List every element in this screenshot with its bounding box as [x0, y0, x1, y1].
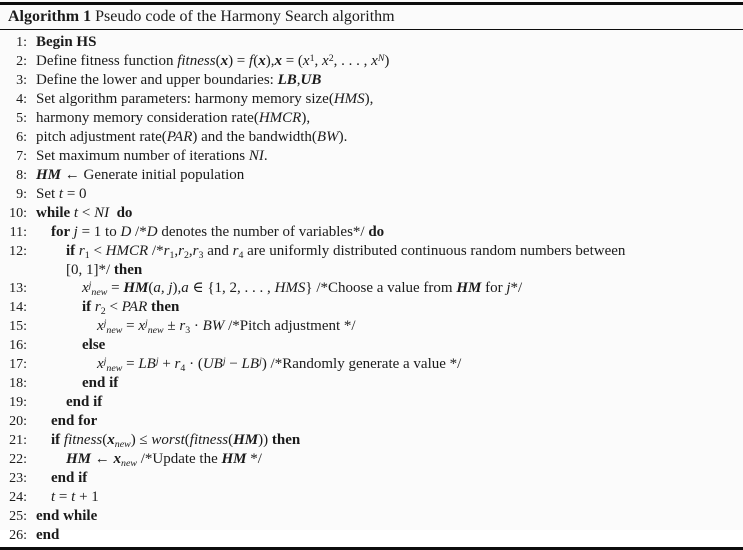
text-segment: x [220, 53, 229, 69]
text-segment: PAR [121, 299, 148, 315]
text-segment: Set maximum number of iterations [36, 148, 249, 164]
text-segment: N [377, 52, 385, 64]
text-segment: x [138, 318, 145, 334]
line-content [27, 166, 244, 184]
line-content [73, 279, 522, 297]
line-number: 8: [16, 168, 27, 183]
text-segment: end [36, 527, 60, 543]
text-segment: , [296, 72, 301, 88]
line-content [57, 393, 102, 411]
text-segment: , [188, 243, 193, 259]
text-segment: harmony memory consideration rate( [36, 110, 259, 126]
text-segment: 3 [185, 324, 191, 336]
text-segment: r [78, 243, 85, 259]
text-segment: then [271, 432, 301, 448]
text-segment: /*Pitch adjustment */ [224, 318, 356, 334]
text-segment: Begin HS [36, 34, 97, 50]
line-content [73, 374, 118, 392]
algorithm-line [0, 488, 741, 507]
line-number: 9: [16, 187, 27, 202]
text-segment: LB [241, 356, 260, 372]
line-number: 12: [9, 244, 27, 259]
text-segment: x [97, 356, 104, 372]
text-segment: HMS [333, 91, 365, 107]
text-segment: ) /*Randomly generate a value */ [261, 356, 462, 372]
text-segment: HM [221, 451, 247, 467]
text-segment: are uniformly distributed continuous random numbers between [243, 243, 626, 259]
text-segment: < [89, 243, 106, 259]
algorithm-line [0, 507, 741, 526]
text-segment: x [82, 280, 89, 296]
line-number: 11: [9, 225, 27, 240]
algorithm-line [0, 261, 741, 279]
text-segment: ← [91, 451, 114, 467]
text-segment: = 0 [63, 186, 87, 202]
text-segment: = [55, 489, 72, 505]
line-content [57, 242, 625, 260]
text-segment: ( [184, 432, 190, 448]
text-segment: j [259, 355, 262, 367]
text-segment: D [146, 224, 158, 240]
text-segment: j [506, 280, 511, 296]
text-segment: end for [51, 413, 98, 429]
algorithm-line [0, 526, 741, 545]
line-number: 19: [9, 395, 27, 410]
text-segment: new [106, 362, 123, 374]
algorithm-line [0, 166, 741, 185]
text-segment: ), [172, 280, 182, 296]
text-segment: NI [248, 148, 264, 164]
text-segment: denotes the number of variables*/ [157, 224, 369, 240]
text-segment: if [66, 243, 79, 259]
line-content [27, 90, 373, 108]
text-segment: for [481, 280, 507, 296]
line-content [27, 147, 268, 165]
algorithm-title: Pseudo code of the Harmony Search algorithm [95, 8, 395, 25]
line-number: 23: [9, 471, 27, 486]
text-segment: x [274, 53, 282, 69]
text-segment: [0, 1]*/ [66, 262, 114, 278]
line-content [27, 128, 347, 146]
text-segment: j [144, 317, 148, 329]
text-segment: x [258, 53, 266, 69]
text-segment: = 1 to [77, 224, 121, 240]
text-segment: then [113, 262, 143, 278]
text-segment: ← Generate initial population [61, 167, 245, 183]
text-segment: HM [456, 280, 482, 296]
text-segment: r [94, 299, 101, 315]
line-content [27, 109, 310, 127]
text-segment: a [181, 280, 189, 296]
text-segment: PAR [166, 129, 193, 145]
text-segment: r [192, 243, 199, 259]
algorithm-line [0, 374, 741, 393]
text-segment: 4 [180, 362, 186, 374]
line-number: 15: [9, 319, 27, 334]
line-number: 25: [9, 509, 27, 524]
text-segment: fitness [189, 432, 229, 448]
text-segment: Define the lower and upper boundaries: [36, 72, 278, 88]
text-segment: ( [215, 53, 221, 69]
line-number: 5: [16, 111, 27, 126]
algorithm-line [0, 279, 741, 298]
algorithm-line [0, 109, 741, 128]
line-content [27, 52, 389, 70]
text-segment: x [371, 53, 378, 69]
text-segment: t [71, 489, 76, 505]
text-segment: if [82, 299, 95, 315]
text-segment: ± [163, 318, 180, 334]
text-segment: < [78, 205, 95, 221]
text-segment: D [120, 224, 132, 240]
text-segment: then [150, 299, 180, 315]
text-segment [109, 205, 117, 221]
text-segment: ( [148, 280, 154, 296]
text-segment: end while [36, 508, 98, 524]
text-segment: for [51, 224, 74, 240]
text-segment: fitness [177, 53, 216, 69]
algorithm-line [0, 90, 741, 109]
algorithm-line [0, 147, 741, 166]
text-segment: /* [148, 243, 164, 259]
text-segment: x [322, 53, 329, 69]
text-segment: HMCR [105, 243, 149, 259]
text-segment: t [73, 205, 79, 221]
text-segment: , . . . , [333, 53, 372, 69]
algorithm-line [0, 52, 741, 71]
text-segment: ) = [228, 53, 250, 69]
line-content [42, 431, 300, 449]
text-segment: j [222, 355, 226, 367]
line-content [57, 261, 142, 279]
text-segment: ), [301, 110, 311, 126]
text-segment: new [106, 324, 123, 336]
text-segment: 4 [238, 249, 244, 261]
text-segment: ), [364, 91, 374, 107]
text-segment: r [174, 356, 181, 372]
text-segment: and [203, 243, 233, 259]
algorithm-line [0, 128, 741, 147]
text-segment: new [121, 457, 137, 469]
text-segment: ( [102, 432, 108, 448]
text-segment: BW [316, 129, 339, 145]
text-segment: j [73, 224, 78, 240]
line-content [73, 336, 105, 354]
text-segment: end if [82, 375, 119, 391]
text-segment: end if [51, 470, 88, 486]
text-segment: = [122, 356, 139, 372]
line-content [88, 355, 461, 373]
text-segment: j [88, 279, 92, 291]
text-segment: HM [123, 280, 149, 296]
text-segment: 2 [328, 52, 334, 64]
text-segment: */ [246, 451, 262, 467]
text-segment: j [103, 355, 107, 367]
text-segment: UB [300, 72, 322, 88]
line-content [27, 526, 59, 544]
line-content [27, 204, 132, 222]
text-segment: end if [66, 394, 103, 410]
algorithm-body [0, 30, 743, 547]
line-content [42, 223, 384, 241]
text-segment: new [114, 438, 131, 450]
algorithm-line [0, 393, 741, 412]
algorithm-caption [0, 5, 743, 29]
text-segment: worst [151, 432, 185, 448]
text-segment: 2 [183, 249, 189, 261]
text-segment: = ( [281, 53, 303, 69]
algorithm-line [0, 71, 741, 90]
algorithm-line [0, 469, 741, 488]
text-segment: } /*Choose a value from [305, 280, 457, 296]
line-content [42, 412, 97, 430]
text-segment: new [147, 324, 164, 336]
text-segment: ∈ {1, 2, . . . , [188, 280, 275, 296]
text-segment: HM [233, 432, 259, 448]
line-number: 20: [9, 414, 27, 429]
line-number: 16: [9, 338, 27, 353]
text-segment: 1 [309, 52, 315, 64]
algorithm-line [0, 223, 741, 242]
text-segment: r [163, 243, 170, 259]
text-segment: 1 [84, 249, 90, 261]
algorithm-line [0, 431, 741, 450]
line-number: 4: [16, 92, 27, 107]
text-segment: j [103, 317, 107, 329]
text-segment: ( [253, 53, 259, 69]
text-segment: NI [94, 205, 110, 221]
text-segment: do [116, 205, 133, 221]
text-segment: HM [66, 451, 92, 467]
text-segment: + 1 [75, 489, 99, 505]
line-number: 14: [9, 300, 27, 315]
text-segment: x [97, 318, 104, 334]
line-number: 7: [16, 149, 27, 164]
line-content [27, 33, 96, 51]
text-segment: /*Update the [136, 451, 222, 467]
line-number: 18: [9, 376, 27, 391]
text-segment: . [263, 148, 268, 164]
line-number: 21: [9, 433, 27, 448]
text-segment: t [58, 186, 64, 202]
algorithm-line [0, 412, 741, 431]
text-segment: ) and the bandwidth( [192, 129, 317, 145]
text-segment: UB [202, 356, 223, 372]
text-segment: else [82, 337, 106, 353]
text-segment: LB [277, 72, 297, 88]
text-segment: Define fitness function [36, 53, 178, 69]
text-segment: /* [131, 224, 147, 240]
text-segment: + [158, 356, 175, 372]
line-number: 6: [16, 130, 27, 145]
algorithm-line [0, 355, 741, 374]
text-segment: x [302, 53, 310, 69]
line-content [88, 317, 356, 335]
algorithm-line [0, 242, 741, 261]
text-segment: )) [258, 432, 272, 448]
line-number: 3: [16, 73, 27, 88]
line-number: 1: [16, 35, 27, 50]
algorithm-line [0, 185, 741, 204]
line-content [27, 507, 97, 525]
line-number: 10: [9, 206, 27, 221]
text-segment: = [122, 318, 139, 334]
text-segment: HMCR [258, 110, 302, 126]
text-segment: ). [338, 129, 348, 145]
text-segment: x [113, 451, 122, 467]
text-segment: LB [138, 356, 156, 372]
text-segment: ) ≤ [130, 432, 152, 448]
text-segment: f [249, 53, 254, 69]
text-segment: Set algorithm parameters: harmony memory size( [36, 91, 334, 107]
text-segment: a, j [153, 280, 173, 296]
text-segment: HMS [274, 280, 306, 296]
line-number: 2: [16, 54, 27, 69]
line-content [27, 185, 87, 203]
algorithm-line [0, 317, 741, 336]
text-segment: 3 [198, 249, 204, 261]
algorithm-line [0, 298, 741, 317]
text-segment: do [368, 224, 385, 240]
text-segment: t [51, 489, 56, 505]
line-content [27, 71, 321, 89]
text-segment: ) [384, 53, 390, 69]
text-segment: , [314, 53, 323, 69]
line-content [73, 298, 179, 316]
text-segment: · [190, 318, 203, 334]
text-segment: Set [36, 186, 59, 202]
text-segment: */ [510, 280, 523, 296]
text-segment: while [36, 205, 74, 221]
text-segment: ( [228, 432, 234, 448]
text-segment: r [178, 243, 184, 259]
text-segment: if [51, 432, 64, 448]
text-segment: r [179, 318, 186, 334]
algorithm-line [0, 33, 741, 52]
text-segment: · ( [185, 356, 203, 372]
text-segment: BW [202, 318, 225, 334]
line-number: 24: [9, 490, 27, 505]
text-segment: r [232, 243, 239, 259]
line-number: 13: [9, 281, 27, 296]
line-number: 22: [9, 452, 27, 467]
line-number: 26: [9, 528, 27, 543]
text-segment: fitness [63, 432, 103, 448]
line-content [57, 450, 262, 468]
text-segment: HM [36, 167, 62, 183]
algorithm-line [0, 450, 741, 469]
text-segment: − [225, 356, 242, 372]
line-content [42, 488, 99, 506]
text-segment: new [91, 286, 108, 298]
line-number: 17: [9, 357, 27, 372]
algorithm-label: Algorithm 1 [8, 8, 92, 25]
line-content [42, 469, 87, 487]
text-segment: 1 [169, 249, 175, 261]
text-segment: pitch adjustment rate( [36, 129, 167, 145]
text-segment: < [105, 299, 122, 315]
text-segment: ), [265, 53, 275, 69]
algorithm-line [0, 336, 741, 355]
algorithm-line [0, 204, 741, 223]
text-segment: 2 [100, 305, 106, 317]
text-segment: , [174, 243, 179, 259]
text-segment: x [107, 432, 115, 448]
text-segment: j [155, 355, 159, 367]
text-segment: = [107, 280, 124, 296]
